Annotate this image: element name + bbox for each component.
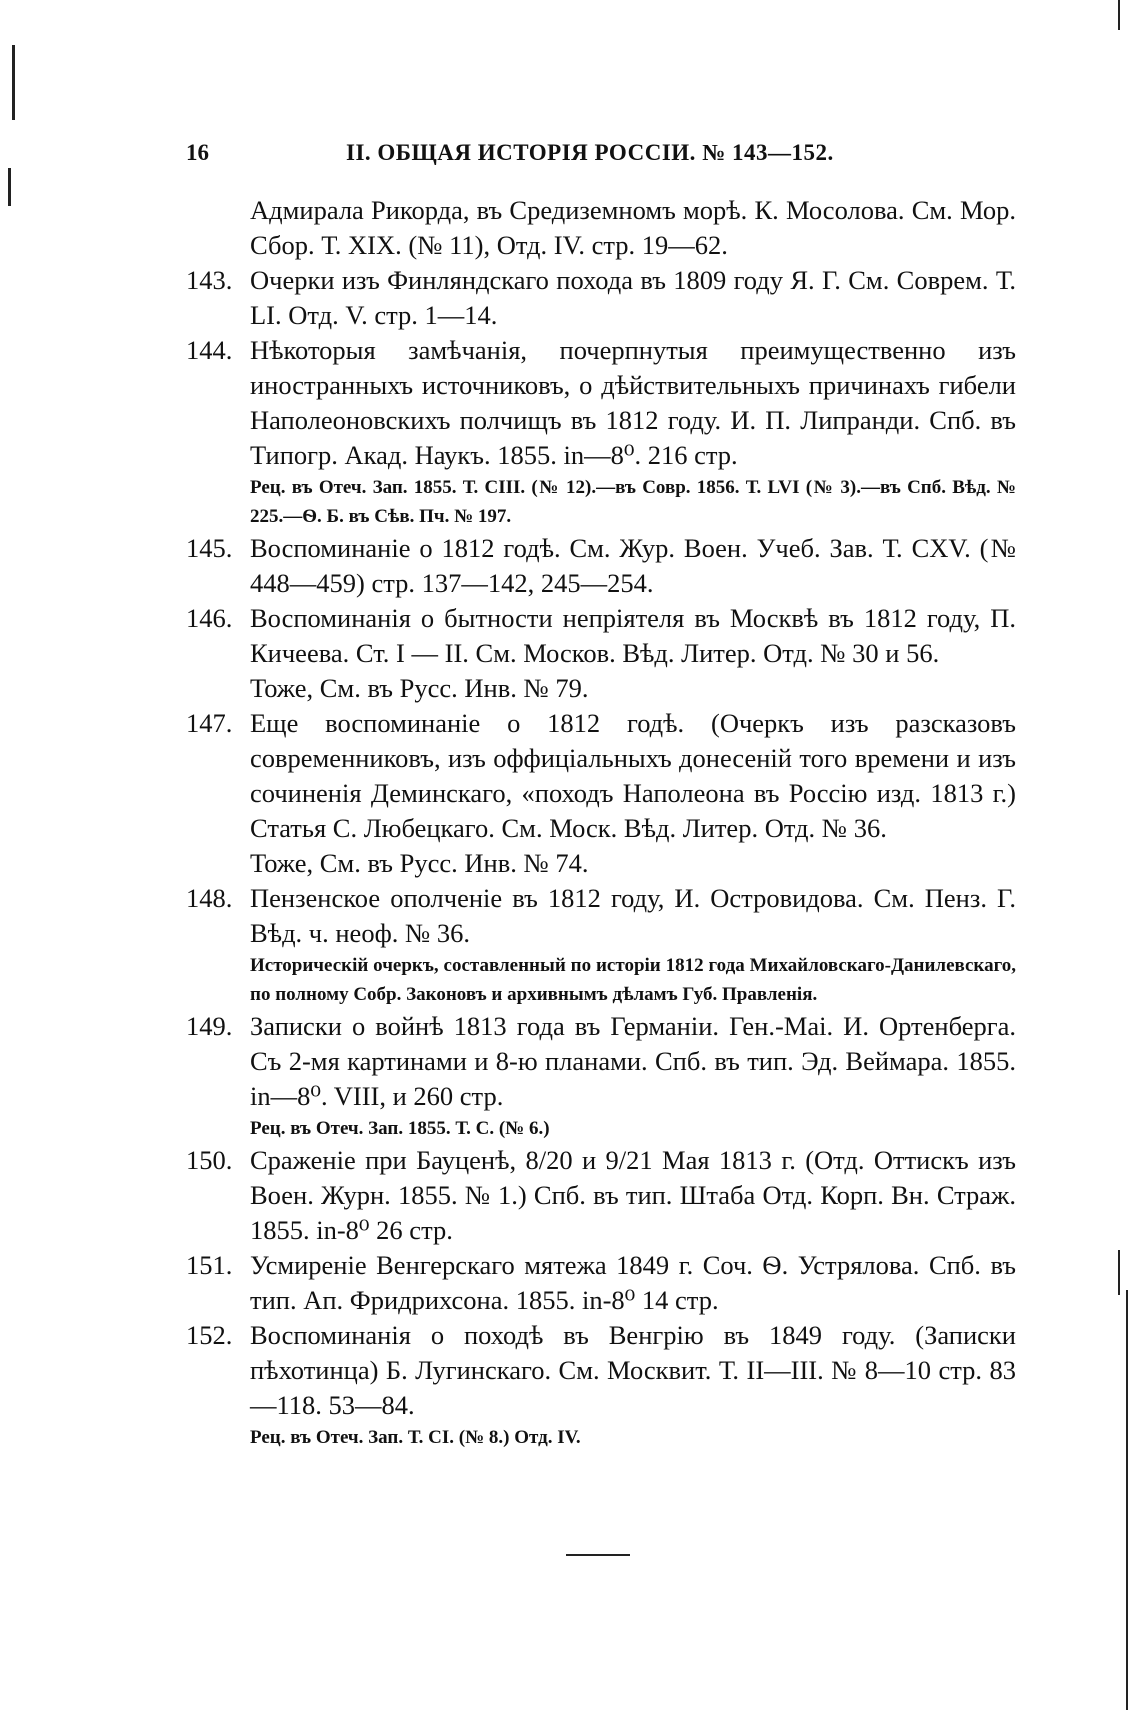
bibliography-entry [186,601,1016,706]
entry-text: Еще воспоминаніе о 1812 годѣ. (Очеркъ изъ разсказовъ современниковъ, изъ оффиціальныхъ донесеній того времени и изъ сочиненія Деминскаго, «походъ Наполеона въ Россію изд. 1813 г.) Статья С. Любецкаго. См. Моск. Вѣд. Литер. Отд. № 36. [250,708,1016,843]
entry-number: 143. [186,265,233,295]
entry-text: Усмиреніе Венгерскаго мятежа 1849 г. Соч. Ѳ. Устрялова. Спб. въ тип. Ап. Фридрихсона. 1855. in-8⁰ 14 стр. [250,1250,1016,1315]
entry-number: 149. [186,1011,233,1041]
entry-number: 151. [186,1250,233,1280]
entry-number: 145. [186,533,233,563]
scan-edge-mark [1126,1290,1128,1710]
entry-number: 150. [186,1145,233,1175]
bibliography-entry [186,706,1016,881]
entry-text: Воспоминанія о походѣ въ Венгрію въ 1849 году. (Записки пѣхотинца) Б. Лугинскаго. См. Москвит. Т. II—III. № 8—10 стр. 83—118. 53—84. [250,1320,1016,1420]
running-title: II. ОБЩАЯ ИСТОРІЯ РОССІИ. № 143—152. [346,140,834,165]
entry-text: Воспоминаніе о 1812 годѣ. См. Жур. Воен. Учеб. Зав. Т. CXV. (№ 448—459) стр. 137—142, 245—254. [250,533,1016,598]
entry-number [186,193,250,263]
entry-number: 147. [186,708,233,738]
entry-number: 152. [186,1320,233,1350]
entry-text: Сраженіе при Бауценѣ, 8/20 и 9/21 Мая 1813 г. (Отд. Оттискъ изъ Воен. Журн. 1855. № 1.) Спб. въ тип. Штаба Отд. Корп. Вн. Страж. 1855. in-8⁰ 26 стр. [250,1145,1016,1245]
bibliography-entry [186,1143,1016,1248]
scan-edge-mark [1118,1250,1120,1295]
bibliography-entry [186,1009,1016,1143]
entry-note: Историческій очеркъ, составленный по исторіи 1812 года Михайловскаго-Данилевскаго, по полному Собр. Законовъ и архивнымъ дѣламъ Губ. Правленія. [250,955,1016,1005]
bibliography-entry [186,1248,1016,1318]
scan-edge-mark [1118,0,1120,30]
bibliography-entry [186,1318,1016,1452]
scan-edge-mark [8,168,11,206]
entry-number: 146. [186,603,233,633]
entry-number: 148. [186,883,233,913]
entry-text: Записки о войнѣ 1813 года въ Германіи. Ген.-Маі. И. Ортенберга. Съ 2-мя картинами и 8-ю планами. Спб. въ тип. Эд. Веймара. 1855. in—8⁰. VIII, и 260 стр. [250,1011,1016,1111]
entry-text: Воспоминанія о бытности непріятеля въ Москвѣ въ 1812 году, П. Кичеева. Ст. I — II. См. Москов. Вѣд. Литер. Отд. № 30 и 56. [250,603,1016,668]
bibliography-entry [186,263,1016,333]
page-number: 16 [186,140,209,165]
entry-text: Пензенское ополченіе въ 1812 году, И. Островидова. См. Пенз. Г. Вѣд. ч. неоф. № 36. [250,883,1016,948]
bibliography-entry [186,333,1016,531]
bibliography-entry [186,193,1016,263]
entry-number: 144. [186,335,233,365]
entry-text: Нѣкоторыя замѣчанія, почерпнутыя преимущественно изъ иностранныхъ источниковъ, о дѣйствительныхъ причинахъ гибели Наполеоновскихъ полчищъ въ 1812 году. И. П. Липранди. Спб. въ Типогр. Акад. Наукъ. 1855. in—8⁰. 216 стр. [250,335,1016,470]
entry-note: Рец. въ Отеч. Зап. Т. CI. (№ 8.) Отд. IV. [250,1427,581,1448]
entry-note: Рец. въ Отеч. Зап. 1855. Т. С. (№ 6.) [250,1118,550,1139]
entry-text: Адмирала Рикорда, въ Средиземномъ морѣ. К. Мосолова. См. Мор. Сбор. Т. XIX. (№ 11), Отд. IV. стр. 19—62. [250,195,1016,260]
scan-edge-mark [12,45,15,120]
end-rule [566,1554,630,1556]
running-header [186,140,1016,166]
bibliography-entry [186,881,1016,1009]
entry-note: Рец. въ Отеч. Зап. 1855. Т. CIII. (№ 12).—въ Совр. 1856. Т. LVI (№ 3).—въ Спб. Вѣд. № 225.—Ѳ. Б. въ Сѣв. Пч. № 197. [250,477,1016,527]
entries-list [186,193,1016,1452]
entry-extra: Тоже, См. въ Русс. Инв. № 74. [250,848,589,878]
entry-extra: Тоже, См. въ Русс. Инв. № 79. [250,673,589,703]
bibliography-entry [186,531,1016,601]
entry-text: Очерки изъ Финляндскаго похода въ 1809 году Я. Г. См. Соврем. Т. LI. Отд. V. стр. 1—14. [250,265,1016,330]
